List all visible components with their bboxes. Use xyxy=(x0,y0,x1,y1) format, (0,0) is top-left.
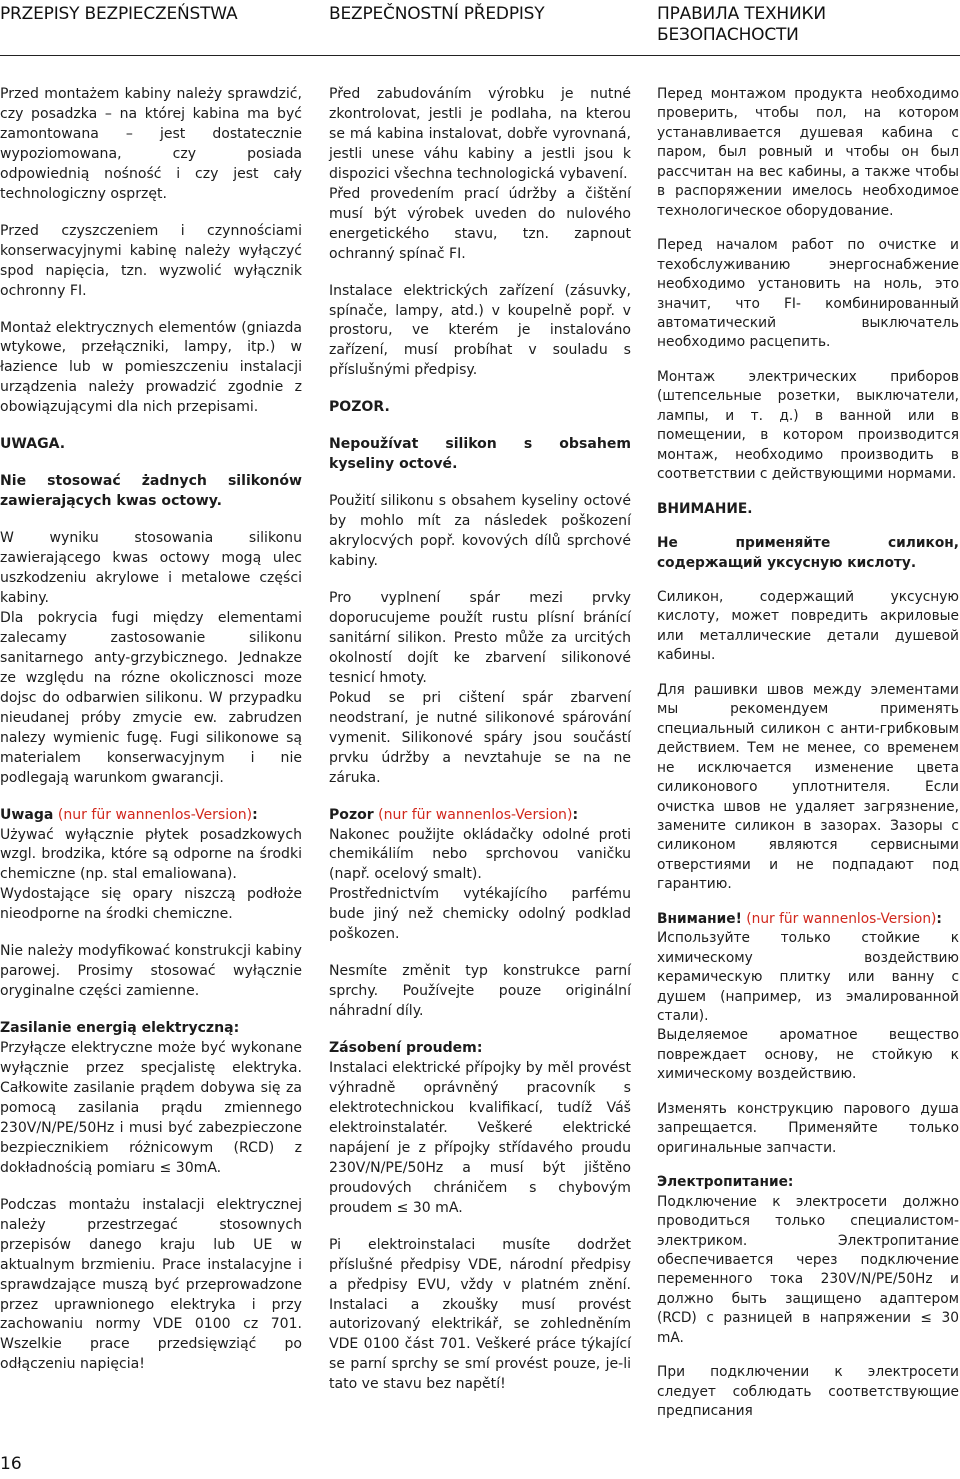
note-label: Pozor xyxy=(329,806,374,823)
paragraph: Силикон, содержащий уксусную кислоту, может повредить акриловые или металлические детали душевой кабины. xyxy=(657,588,959,664)
paragraph: W wyniku stosowania silikonu zawierającego kwas octowy mogą ulec uszkodzeniu akrylowe i metalowe części kabiny. xyxy=(0,530,302,607)
paragraph: Для рашивки швов между элементами мы рекомендуем применять специальный силикон с анти-грибковым действием. Тем не менее, со временем не исключается изменение цвета силиконового уплотнителя. Если очистка швов не удаляет загрязнение, замените силикон в зазорах. Зазоры с силиконом являются сервисными отверстиями и не подпадают под гарантию. xyxy=(657,681,959,893)
paragraph: Prostřednictvím vytékajícího parfému bude jiný než chemicky odolný podklad poškozen. xyxy=(329,886,631,943)
warning-title: POZOR. xyxy=(329,399,390,416)
section-title-power: Электропитание: xyxy=(657,1174,794,1191)
paragraph: Przed czyszczeniem i czynnościami konserwacyjnymi kabinę należy wyłączyć spod napięcia, tzn. wyzwolić wyłącznik ochronny FI. xyxy=(0,222,302,299)
paragraph: Монтаж электрических приборов (штепсельные розетки, выключатели, лампы, и т. д.) в ванной или в помещении, в котором производится монтаж, необходимо производить в соответствии с действующими нормами. xyxy=(657,368,959,483)
paragraph: Instalaci elektrické přípojky by měl provést výhradně oprávněný pracovník s elektrotechnickou kvalifikací, tudíž Váš elektroinstalatér. Veškeré elektrické napájení je z přípojky střídavého proudu 230V/N/PE/50Hz a musí být jištěno proudových chráničem s chybovým proudem ≤ 30 mA. xyxy=(329,1060,631,1216)
paragraph: Изменять конструкцию парового душа запрещается. Применяйте только оригинальные запчасти. xyxy=(657,1100,959,1156)
column-russian xyxy=(657,85,959,1437)
warning-title: UWAGA. xyxy=(0,436,66,453)
paragraph: Pi elektroinstalaci musíte dodržet příslušné předpisy VDE, národní předpisy a předpisy EVU, vždy v platném znění. Instalaci a zkoušky musí provést autorizovaný elektrikář, se zohledněním VDE 0100 část 701. Veškeré práce týkající se parní sprchy se smí provést pouze, je-li tato ve stavu bez napětí! xyxy=(329,1236,631,1393)
paragraph: Nakonec použijte okládačky odolné proti chemikáliím nebo sprchovou vaničku (např. ocelový smalt). xyxy=(329,826,631,883)
column-polish xyxy=(0,85,302,1392)
paragraph: Подключение к электросети должно проводиться только специалистом-электриком. Электропитание обеспечивается через подключение переменного тока 230V/N/PE/50Hz и должно быть защищено адаптером (RCD) с разницей в напряжении ≤ 30 mA. xyxy=(657,1193,959,1346)
warning-text: Nepoužívat silikon s obsahem kyseliny octové. xyxy=(329,436,631,473)
header-divider xyxy=(0,55,960,56)
paragraph: Dla pokrycia fugi między elementami zalecamy zastosowanie silikonu sanitarnego anty-grzybicznego. Jednakze ze względu na rózne okolicznosci moze dojsc do odbarwien silikonu. W przypadku nieudanej próby zmycie ew. zabrudzen nalezy wymienic fugę. Fugi silikonowe są materialem konserwacyjnym i nie podlegają warunkom gwarancji. xyxy=(0,609,302,786)
paragraph: Перед началом работ по очистке и техобслуживанию энергоснабжение необходимо установить на ноль, это значит, что FI- комбинированный автоматический выключатель необходимо расцепить. xyxy=(657,237,959,351)
note-colon: : xyxy=(252,806,258,823)
note-label: Внимание! xyxy=(657,910,742,927)
paragraph: Przyłącze elektryczne może być wykonane wyłącznie przez specjalistę elektryka. Całkowite zasilanie prądem dobywa się za pomocą zasilania prądu zmiennego 230V/N/PE/50Hz i musi być zabezpieczone bezpiecznikiem różnicowym (RCD) z dokładnością pomiaru ≤ 30mA. xyxy=(0,1040,302,1176)
paragraph: Pokud se pri cištení spár zbarvení neodstraní, je nutné silikonové spárování vymenit. Silikonové spáry jsou součástí prvku údržby a nevztahuje se na ne záruka. xyxy=(329,689,631,786)
note-heading xyxy=(657,910,959,929)
note-version-tag: (nur für wannenlos-Version) xyxy=(746,910,937,927)
paragraph: Выделяемое ароматное вещество повреждает основу, не стойкую к химическому воздействию. xyxy=(657,1027,959,1083)
note-version-tag: (nur für wannenlos-Version) xyxy=(378,806,573,823)
warning-text: Nie stosować żadnych silikonów zawierających kwas octowy. xyxy=(0,473,302,510)
warning-title: ВНИМАНИЕ. xyxy=(657,500,753,517)
section-title-power: Zásobení proudem: xyxy=(329,1040,483,1057)
paragraph: Použití silikonu s obsahem kyseliny octové by mohlo mít za následek poškození akrylocvých popř. kovových dílů sprchové kabiny. xyxy=(329,493,631,570)
header-title-ru: ПРАВИЛА ТЕХНИКИ БЕЗОПАСНОСТИ xyxy=(657,4,826,45)
paragraph: Używać wyłącznie płytek posadzkowych wzgl. brodzika, które są odporne na środki chemiczne (np. stal emaliowana). xyxy=(0,826,302,883)
section-title-power: Zasilanie energią elektryczną: xyxy=(0,1020,240,1037)
header-title-cz: BEZPEČNOSTNÍ PŘEDPISY xyxy=(329,4,545,24)
paragraph: Перед монтажом продукта необходимо проверить, чтобы пол, на котором устанавливается душевая кабина с паром, был ровный и чтобы он был рассчитан на вес кабины, а также чтобы в распоряжении имелось необходимое технологическое оборудование. xyxy=(657,86,959,219)
note-version-tag: (nur für wannenlos-Version) xyxy=(57,806,253,823)
note-heading xyxy=(329,806,631,826)
page-number: 16 xyxy=(0,1454,22,1474)
header-title-pl: PRZEPISY BEZPIECZEŃSTWA xyxy=(0,4,238,24)
note-heading xyxy=(0,806,302,826)
paragraph: Nesmíte změnit typ konstrukce parní sprchy. Používejte pouze originální náhradní díly. xyxy=(329,963,631,1020)
paragraph: Před zabudováním výrobku je nutné zkontrolovat, jestli je podlaha, na kterou se má kabina instalovat, dobře vyrovnaná, jestli unese váhu kabiny a jestli jsou k dispozici všechna technologická vybavení. xyxy=(329,86,631,182)
paragraph: Podczas montażu instalacji elektrycznej należy przestrzegać stosownych przepisów danego kraju lub UE w aktualnym brzmieniu. Prace instalacyjne i sprawdzające muszą być przeprowadzone przez uprawnionego elektryka i przy zachowaniu normy VDE 0100 cz 701. Wszelkie prace przedsięwziąć po odłączeniu napięcia! xyxy=(0,1196,302,1373)
paragraph: Nie należy modyfikować konstrukcji kabiny parowej. Prosimy stosować wyłącznie oryginalne części zamienne. xyxy=(0,943,302,1000)
note-label: Uwaga xyxy=(0,806,54,823)
page-header xyxy=(0,0,960,50)
column-czech xyxy=(329,85,631,1412)
paragraph: Instalace elektrických zařízení (zásuvky, spínače, lampy, atd.) v koupelně popř. v prostoru, ve kterém je instalováno zařízení, musí probíhat v souladu s příslušnými předpisy. xyxy=(329,282,631,379)
note-colon: : xyxy=(572,806,579,823)
paragraph: Wydostające się opary niszczą podłoże nieodporne na środki chemiczne. xyxy=(0,886,302,923)
paragraph: Przed montażem kabiny należy sprawdzić, czy posadzka – na której kabina ma być zamontowana – jest dostatecznie wypoziomowana, czy posiada odpowiednią nośność i czy jest cały technologiczny osprzęt. xyxy=(0,86,302,202)
paragraph: Pro vyplnení spár mezi prvky doporucujeme použít rustu plísní bránící sanitární silikon. Presto může za urcitých okolností dojít ke zbarvení silikonové tesnicí hmoty. xyxy=(329,590,631,686)
note-colon: : xyxy=(936,910,942,927)
paragraph: Montaż elektrycznych elementów (gniazda wtykowe, przełączniki, lampy, itp.) w łazience lub w pomieszczeniu instalacji urządzenia należy prowadzić zgodnie z obowiązującymi dla nich przepisami. xyxy=(0,319,302,416)
warning-text: Не применяйте силикон, содержащий уксусную кислоту. xyxy=(657,535,959,571)
paragraph: При подключении к электросети следует соблюдать соответствующие предписания xyxy=(657,1364,959,1420)
paragraph: Před provedením prací údržby a čištění musí být výrobek uveden do nulového energetického stavu, tzn. zapnout ochranný spínač FI. xyxy=(329,185,631,262)
paragraph: Используйте только стойкие к химическому воздействию керамическую плитку или ванну с душем (например, из эмалированной стали). xyxy=(657,930,959,1025)
